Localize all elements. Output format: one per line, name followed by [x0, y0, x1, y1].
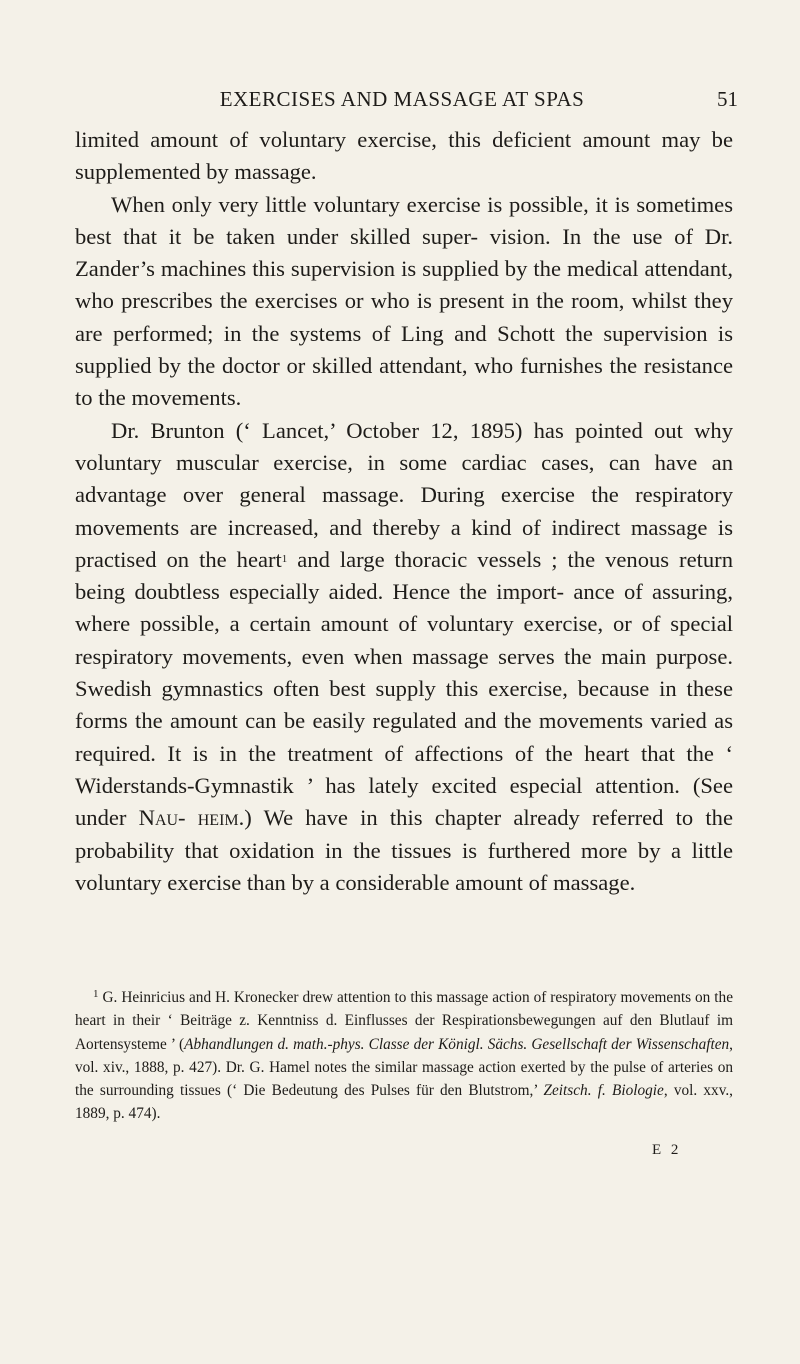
- paragraph-brunton: [75, 415, 733, 899]
- paragraph-1-text: limited amount of voluntary exercise, this deficient amount may be supplemented by massage.: [75, 127, 733, 185]
- paragraph-2-text: When only very little voluntary exercise is possible, it is sometimes best that it be taken under skilled super- vision. In the use of Dr. Zander’s machines this supervision is supplied by the medical attendant, who prescribes the exercises or who is present in the room, whilst they are performed; in the systems of Ling and Schott the supervision is supplied by the doctor or skilled attendant, who furnishes the resistance to the movements.: [75, 191, 733, 411]
- page-number: 51: [717, 87, 738, 111]
- body-text: [75, 124, 733, 899]
- footnote-italic-title: Abhandlungen d. math.-phys. Classe der Königl. Sächs. Gesellschaft der Wissenschaften: [184, 1035, 730, 1053]
- footnote-text-b: , vol. xiv., 1888, p. 427). Dr. G. Hamel notes the similar massage action exerted by the pulse of arteries on the surrounding tissues (‘ Die Bedeutung des Pulses für den Blutstrom,’: [75, 1035, 733, 1100]
- paragraph-supervision: [75, 189, 733, 415]
- paragraph-3-text-c: .) We have in this chapter already referred to the probability that oxidation in the tissues is furthered more by a little voluntary exercise than by a considerable amount of massage.: [75, 805, 734, 895]
- paragraph-3-text-a: Dr. Brunton (‘ Lancet,’ October 12, 1895) has pointed out why voluntary muscular exercise, in some cardiac cases, can have an advantage over general massage. During exercise the respiratory movements are increased, and thereby a kind of indirect massage is practised on the heart: [75, 417, 733, 572]
- signature-mark: E 2: [652, 1142, 682, 1158]
- paragraph-3-text-b: and large thoracic vessels ; the venous return being doubtless especially aided. Hence the import- ance of assuring, where possible, a certain amount of voluntary exercise, or of special respiratory movements, even when massage serves the main purpose. Swedish gymnastics often best supply this exercise, because in these forms the amount can be easily regulated and the movements varied as required. It is in the treatment of affections of the heart that the ‘ Widerstands-Gymnastik ’ has lately excited especial attention. (See under: [75, 546, 733, 831]
- paragraph-continued: [75, 124, 733, 189]
- footnote-text-c: , vol. xxv., 1889, p. 474).: [75, 1082, 733, 1123]
- footnote-reference-mark: 1: [281, 552, 288, 565]
- footnote-italic-journal: Zeitsch. f. Biologie: [543, 1082, 664, 1100]
- cross-reference-nauheim: Nau- heim: [138, 805, 239, 831]
- footnote: [75, 986, 733, 1126]
- footnote-mark: 1: [93, 988, 99, 1000]
- footnote-text-a: G. Heinricius and H. Kronecker drew attention to this massage action of respiratory movements on the heart in their ‘ Beiträge z. Kenntniss d. Einflusses der Respirationsbewegungen auf den Blutlauf im Aortensysteme ’ (: [75, 989, 733, 1053]
- running-title: EXERCISES AND MASSAGE AT SPAS: [219, 87, 585, 111]
- running-head: [66, 84, 738, 114]
